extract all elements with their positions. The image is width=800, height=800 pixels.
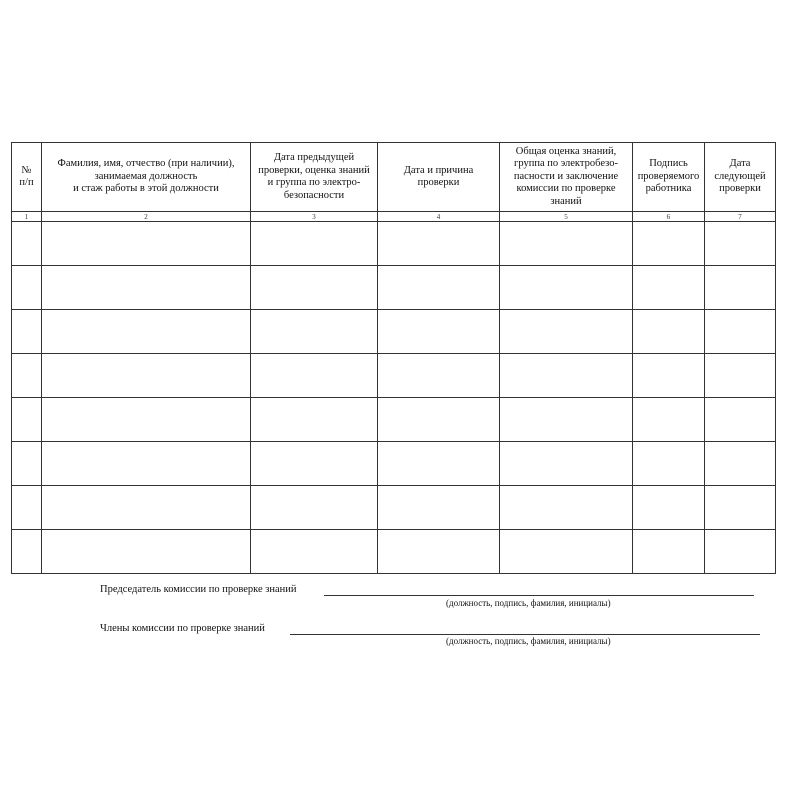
cell-next-check-date[interactable] [705,310,776,354]
cell-number[interactable] [12,354,42,398]
table-body [12,222,776,574]
cell-date-reason[interactable] [378,486,500,530]
cell-full-name[interactable] [42,222,251,266]
cell-next-check-date[interactable] [705,530,776,574]
cell-date-reason[interactable] [378,442,500,486]
cell-number[interactable] [12,442,42,486]
cell-number[interactable] [12,310,42,354]
column-number: 2 [42,212,251,222]
cell-overall-assessment[interactable] [500,310,633,354]
cell-employee-signature[interactable] [633,486,705,530]
table-row [12,222,776,266]
chairman-label: Председатель комиссии по проверке знаний [100,584,297,595]
cell-employee-signature[interactable] [633,442,705,486]
cell-next-check-date[interactable] [705,354,776,398]
cell-date-reason[interactable] [378,398,500,442]
cell-employee-signature[interactable] [633,354,705,398]
header-employee-signature: Подпись проверяемого работника [633,143,705,212]
header-date-reason: Дата и причина проверки [378,143,500,212]
cell-overall-assessment[interactable] [500,266,633,310]
column-number: 3 [251,212,378,222]
cell-full-name[interactable] [42,310,251,354]
table-row [12,442,776,486]
cell-full-name[interactable] [42,530,251,574]
cell-employee-signature[interactable] [633,530,705,574]
cell-employee-signature[interactable] [633,266,705,310]
cell-next-check-date[interactable] [705,398,776,442]
column-number-row [12,212,776,222]
header-previous-check: Дата предыдущей проверки, оценка знаний и группа по электро- безопасности [251,143,378,212]
knowledge-check-table [11,142,776,574]
cell-date-reason[interactable] [378,530,500,574]
cell-number[interactable] [12,398,42,442]
cell-full-name[interactable] [42,398,251,442]
cell-overall-assessment[interactable] [500,398,633,442]
cell-previous-check[interactable] [251,310,378,354]
cell-full-name[interactable] [42,442,251,486]
cell-next-check-date[interactable] [705,266,776,310]
cell-date-reason[interactable] [378,222,500,266]
cell-next-check-date[interactable] [705,486,776,530]
table-row [12,530,776,574]
cell-overall-assessment[interactable] [500,486,633,530]
cell-previous-check[interactable] [251,442,378,486]
header-full-name: Фамилия, имя, отчество (при наличии), занимаемая должность и стаж работы в этой должности [42,143,251,212]
chairman-signature-line[interactable] [324,595,754,596]
header-next-check-date: Дата следующей проверки [705,143,776,212]
cell-overall-assessment[interactable] [500,530,633,574]
header-overall-assessment: Общая оценка знаний, группа по электробезо- пасности и заключение комиссии по проверке знаний [500,143,633,212]
cell-number[interactable] [12,530,42,574]
column-number: 1 [12,212,42,222]
table-row [12,266,776,310]
column-number: 6 [633,212,705,222]
cell-previous-check[interactable] [251,222,378,266]
table-row [12,310,776,354]
header-number: № п/п [12,143,42,212]
table-row [12,398,776,442]
cell-employee-signature[interactable] [633,398,705,442]
cell-date-reason[interactable] [378,310,500,354]
cell-number[interactable] [12,486,42,530]
cell-previous-check[interactable] [251,530,378,574]
column-number: 5 [500,212,633,222]
cell-date-reason[interactable] [378,266,500,310]
cell-date-reason[interactable] [378,354,500,398]
cell-overall-assessment[interactable] [500,354,633,398]
column-number: 7 [705,212,776,222]
members-hint: (должность, подпись, фамилия, инициалы) [446,636,611,646]
cell-previous-check[interactable] [251,266,378,310]
cell-overall-assessment[interactable] [500,442,633,486]
cell-full-name[interactable] [42,486,251,530]
cell-next-check-date[interactable] [705,442,776,486]
members-label: Члены комиссии по проверке знаний [100,623,265,634]
cell-previous-check[interactable] [251,354,378,398]
cell-previous-check[interactable] [251,486,378,530]
column-number: 4 [378,212,500,222]
cell-previous-check[interactable] [251,398,378,442]
cell-number[interactable] [12,222,42,266]
cell-full-name[interactable] [42,266,251,310]
cell-full-name[interactable] [42,354,251,398]
cell-overall-assessment[interactable] [500,222,633,266]
header-row [12,143,776,212]
cell-number[interactable] [12,266,42,310]
cell-employee-signature[interactable] [633,310,705,354]
cell-next-check-date[interactable] [705,222,776,266]
chairman-hint: (должность, подпись, фамилия, инициалы) [446,598,611,608]
table-row [12,486,776,530]
members-signature-line[interactable] [290,634,760,635]
table-row [12,354,776,398]
cell-employee-signature[interactable] [633,222,705,266]
